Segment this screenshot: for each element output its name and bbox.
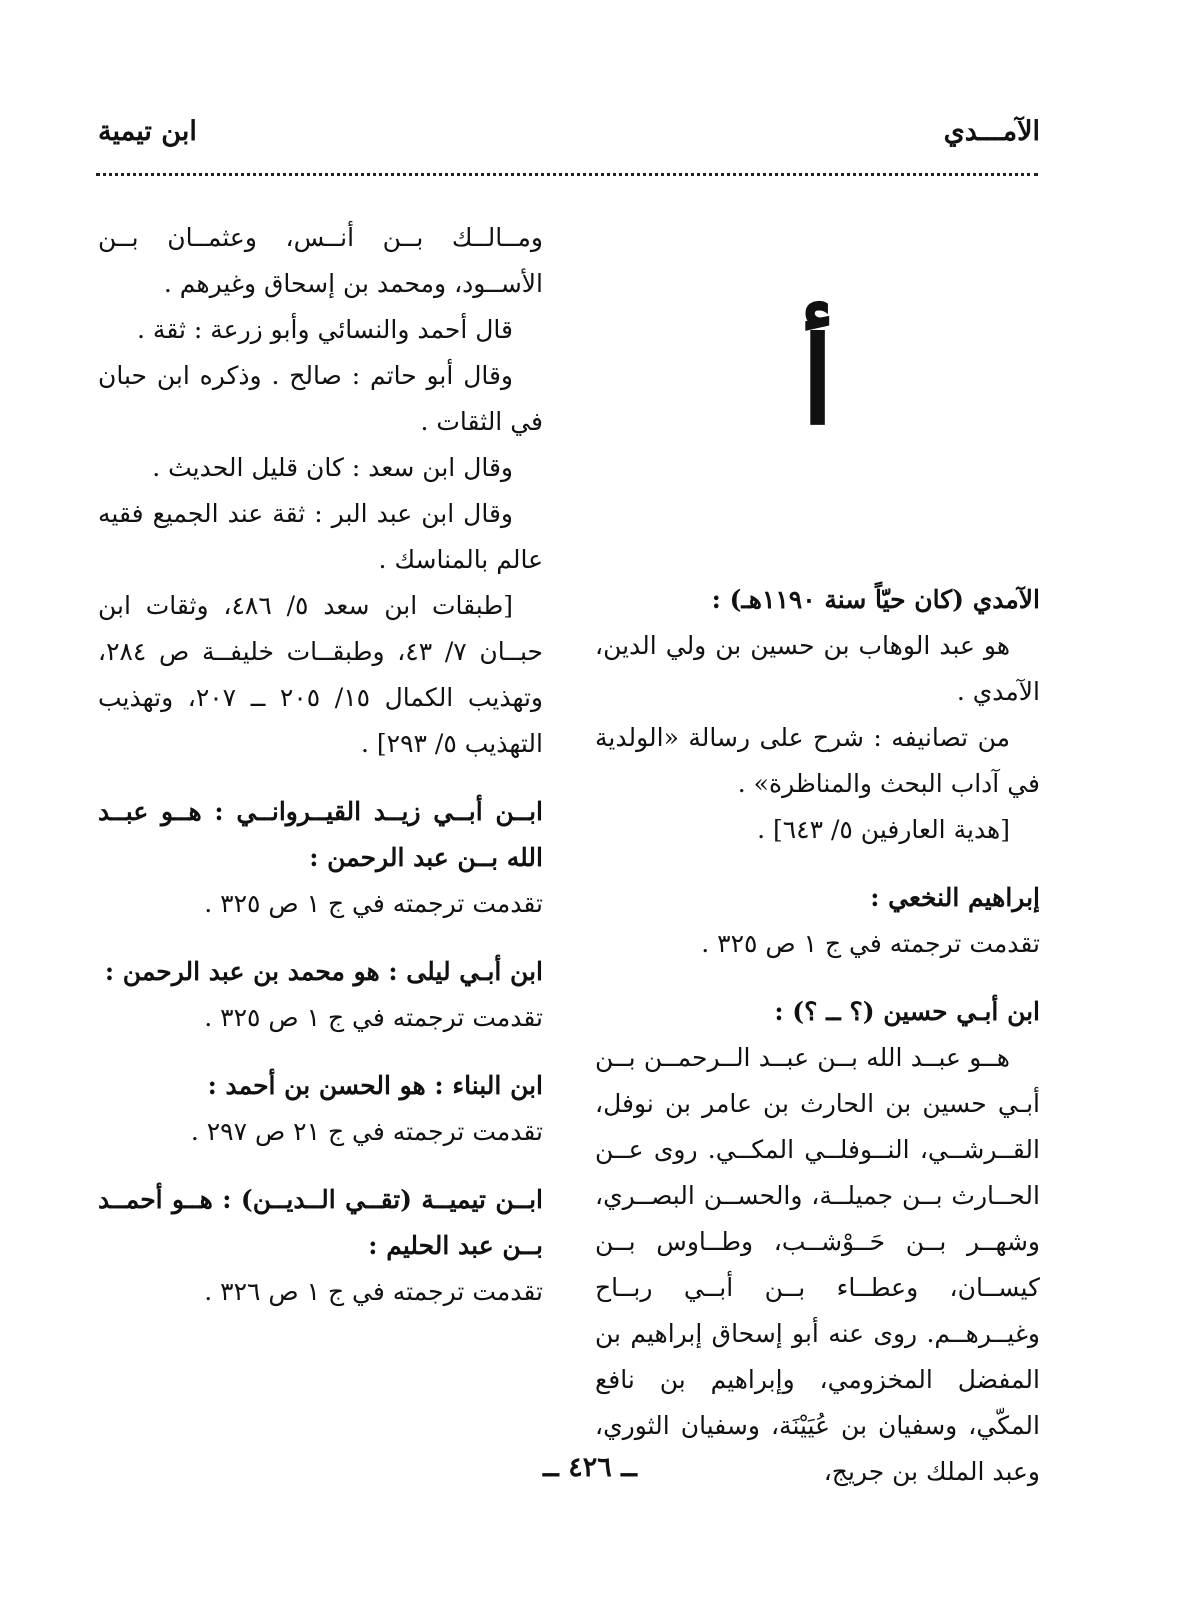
entry-title: ابــن أبــي زيــد القيــروانــي : هــو عبــد الله بــن عبد الرحمن : (98, 797, 543, 872)
entry-reference: [طبقات ابن سعد ٥/ ٤٨٦، وثقات ابن حبــان ٧/ ٤٣، وطبقــات خليفــة ص ٢٨٤، وتهذيب الكمال ١٥/ ٢٠٥ ــ ٢٠٧، وتهذيب التهذيب ٥/ ٢٩٣] . (98, 591, 544, 758)
section-letter: أ (800, 311, 835, 452)
entry-text: وقال ابن سعد : كان قليل الحديث . (152, 453, 513, 482)
entry-text: تقدمت ترجمته في ج ١ ص ٣٢٥ . (701, 929, 1040, 958)
entry-text: ومــالــك بــن أنــس، وعثمــان بــن الأســود، ومحمد بن إسحاق وغيرهم . (98, 223, 543, 298)
entry-text: وقال ابن عبد البر : ثقة عند الجميع فقيه عالم بالمناسك . (98, 499, 543, 574)
entry-text: تقدمت ترجمته في ج ١ ص ٣٢٦ . (204, 1277, 543, 1306)
entry-text: هو عبد الوهاب بن حسين بن ولي الدين، الآمدي . (595, 631, 1040, 706)
running-header-left: ابن تيمية (98, 116, 197, 147)
entry-title: ابن البناء : هو الحسن بن أحمد : (207, 1071, 543, 1100)
entry-title: ابــن تيميــة (تقــي الــديــن) : هــو أحمــد بــن عبد الحليم : (98, 1185, 543, 1260)
entry-title: الآمدي (كان حيّاً سنة ١١٩٠هـ) : (711, 585, 1040, 614)
entry-text: قال أحمد والنسائي وأبو زرعة : ثقة . (137, 315, 513, 344)
entry-text: تقدمت ترجمته في ج ١ ص ٣٢٥ . (204, 1003, 543, 1032)
entry-text: من تصانيفه : شرح على رسالة «الولدية في آداب البحث والمناظرة» . (595, 723, 1040, 798)
right-column (595, 215, 1040, 1495)
entry-title: ابن أبـي حسين (؟ ــ ؟) : (774, 997, 1040, 1026)
left-column (98, 215, 543, 1315)
header-dotted-rule (96, 173, 1038, 176)
entry-text: تقدمت ترجمته في ج ١ ص ٣٢٥ . (204, 889, 543, 918)
entry-title: ابن أبـي ليلى : هو محمد بن عبد الرحمن : (104, 957, 543, 986)
entry-text: وقال أبو حاتم : صالح . وذكره ابن حبان في الثقات . (98, 361, 543, 436)
entry-text: تقدمت ترجمته في ج ٢١ ص ٢٩٧ . (190, 1117, 543, 1146)
entry-title: إبراهيم النخعي : (870, 883, 1040, 912)
running-header-right: الآمـــدي (943, 116, 1040, 147)
entry-reference: [هدية العارفين ٥/ ٦٤٣] . (757, 815, 1010, 844)
page-number: ــ ٤٢٦ ــ (543, 1452, 637, 1483)
entry-text: هــو عبــد الله بــن عبــد الــرحمــن بــن أبـي حسين بن الحارث بن عامر بن نوفل، القــرشــي، النــوفلــي المكــي. روى عــن الحــارث بــن جميلــة، والحســن البصــري، وشهــر بــن حَــوْشــب، وطــاوس بــن كيســان، وعطــاء بــن أبــي ربــاح وغيــرهــم. روى عنه أبو إسحاق إبراهيم بن المفضل المخزومي، وإبراهيم بن نافع المكّي، وسفيان بن عُيَيْنَة، وسفيان الثوري، وعبد الملك بن جريج، (595, 1043, 1040, 1486)
